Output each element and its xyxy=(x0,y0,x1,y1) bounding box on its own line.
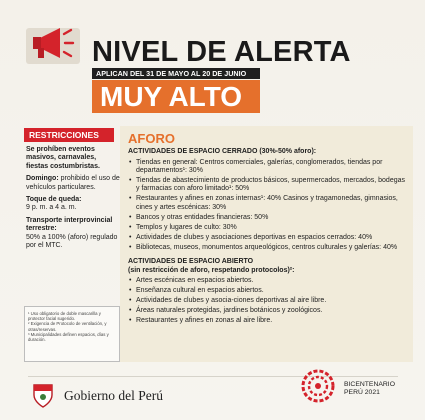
megaphone-icon xyxy=(24,20,82,66)
alert-title: NIVEL DE ALERTA xyxy=(92,36,351,68)
gobierno-del-peru-logo: Gobierno del Perú xyxy=(64,388,163,403)
date-range-banner: APLICAN DEL 31 DE MAYO AL 20 DE JUNIO xyxy=(92,68,260,79)
footnote: ³ Municipalidades definen espacios, días y duración. xyxy=(28,331,109,343)
footnotes-box xyxy=(24,306,120,362)
bicentenario-logo-icon xyxy=(300,368,336,404)
closed-spaces-title: ACTIVIDADES DE ESPACIO CERRADO (30%-50% aforo): xyxy=(128,148,317,155)
list-item: • Áreas naturales protegidas, jardines botánicos y zoológicos. xyxy=(128,307,405,315)
open-spaces-list xyxy=(128,277,405,325)
aforo-card xyxy=(120,126,413,362)
list-item: • Actividades de clubes y asociaciones deportivas en espacios cerrados: 40% xyxy=(128,234,405,242)
footer-divider xyxy=(28,376,398,377)
footnote: ² Exigencia de Protocolo de ventilación, y otras/reservas. xyxy=(28,321,107,332)
open-spaces-subtitle: (sin restricción de aforo, respetando protocolos)²: xyxy=(128,266,295,274)
closed-spaces-list xyxy=(128,159,405,253)
list-item: • Actividades de clubes y asocia-ciones deportivas al aire libre. xyxy=(128,297,405,305)
alert-level-banner: MUY ALTO xyxy=(92,80,260,113)
aforo-title: AFORO xyxy=(128,131,175,146)
restriction-events: Se prohíben eventos masivos, carnavales, fiestas costumbristas. xyxy=(26,146,100,170)
open-spaces-title: ACTIVIDADES DE ESPACIO ABIERTO xyxy=(128,258,254,266)
list-item: • Artes escénicas en espacios abiertos. xyxy=(128,277,405,285)
peru-shield-icon xyxy=(28,381,58,409)
list-item: • Tiendas en general: Centros comerciales, galerías, conglomerados, tiendas por departamentos¹: 30% xyxy=(128,159,405,176)
list-item: • Enseñanza cultural en espacios abiertos. xyxy=(128,287,405,295)
bicentenario-text: BICENTENARIO PERÚ 2021 xyxy=(344,381,395,396)
list-item: • Bibliotecas, museos, monumentos arqueológicos, centros culturales y galerías: 40% xyxy=(128,244,405,252)
list-item: • Templos y lugares de culto: 30% xyxy=(128,224,405,232)
list-item: • Bancos y otras entidades financieras: 50% xyxy=(128,214,405,222)
restrictions-badge: RESTRICCIONES xyxy=(24,128,114,142)
restriction-curfew: Toque de queda: 9 p. m. a 4 a. m. xyxy=(26,196,82,212)
list-item: • Restaurantes y afines en zonas internas¹: 40% Casinos y tragamonedas, gimnasios, cines y artes escénicas: 30% xyxy=(128,195,405,212)
restriction-transport: Transporte interprovincial terrestre: 50% a 100% (aforo) regulado por el MTC. xyxy=(26,216,118,250)
list-item: • Restaurantes y afines en zonas al aire libre. xyxy=(128,317,405,325)
restriction-sunday: Domingo: prohibido el uso de vehículos particulares. xyxy=(26,175,120,191)
footnote: ¹ Uso obligatorio de doble mascarilla y protector facial sugerido. xyxy=(28,311,101,322)
restrictions-panel xyxy=(24,128,120,250)
list-item: • Tiendas de abastecimiento de productos básicos, supermercados, mercados, bodegas y farmacias con aforo limitado¹: 50% xyxy=(128,177,405,194)
